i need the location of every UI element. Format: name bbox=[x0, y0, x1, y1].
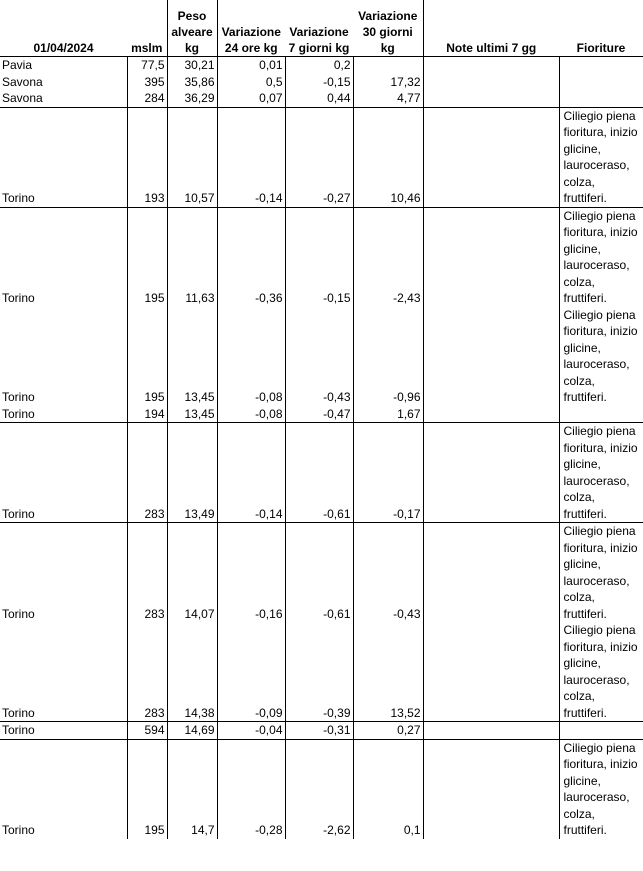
cell-peso: 14,38 bbox=[167, 622, 217, 722]
cell-fioriture: Ciliegio piena fioritura, inizio glicine, lauroceraso, colza, fruttiferi. bbox=[559, 107, 643, 207]
cell-peso: 14,07 bbox=[167, 523, 217, 623]
cell-peso: 14,69 bbox=[167, 722, 217, 740]
cell-note bbox=[423, 307, 559, 406]
cell-fioriture: Ciliegio piena fioritura, inizio glicine, lauroceraso, colza, fruttiferi. bbox=[559, 307, 643, 406]
cell-peso: 10,57 bbox=[167, 107, 217, 207]
cell-mslm: 283 bbox=[127, 622, 167, 722]
header-row bbox=[0, 0, 643, 56]
table-row bbox=[0, 73, 643, 90]
cell-note bbox=[423, 73, 559, 90]
table-row bbox=[0, 622, 643, 722]
table-row bbox=[0, 307, 643, 406]
cell-var7: -0,39 bbox=[285, 622, 353, 722]
cell-fioriture bbox=[559, 73, 643, 90]
cell-fioriture: Ciliegio piena fioritura, inizio glicine, lauroceraso, colza, fruttiferi. bbox=[559, 423, 643, 523]
cell-var30: 0,1 bbox=[353, 739, 423, 839]
cell-note bbox=[423, 107, 559, 207]
cell-location: Torino bbox=[2, 705, 35, 720]
cell-note bbox=[423, 423, 559, 523]
cell-note bbox=[423, 739, 559, 839]
cell-note bbox=[423, 722, 559, 740]
cell-fioriture bbox=[559, 90, 643, 107]
cell-var30: 0,27 bbox=[353, 722, 423, 740]
cell-mslm: 284 bbox=[127, 90, 167, 107]
cell-mslm: 77,5 bbox=[127, 56, 167, 73]
table-row bbox=[0, 107, 643, 207]
cell-var30: 10,46 bbox=[353, 107, 423, 207]
cell-note bbox=[423, 56, 559, 73]
header-date: 01/04/2024 bbox=[0, 0, 127, 56]
cell-location: Savona bbox=[2, 91, 43, 105]
cell-var30: 1,67 bbox=[353, 406, 423, 423]
cell-var24: -0,08 bbox=[217, 406, 285, 423]
cell-var7: -0,31 bbox=[285, 722, 353, 740]
table-row bbox=[0, 423, 643, 523]
cell-fioriture: Ciliegio piena fioritura, inizio glicine, lauroceraso, colza, fruttiferi. bbox=[559, 523, 643, 623]
cell-var7: -0,15 bbox=[285, 73, 353, 90]
table-row bbox=[0, 739, 643, 839]
cell-note bbox=[423, 90, 559, 107]
cell-var7: -0,61 bbox=[285, 523, 353, 623]
cell-note bbox=[423, 622, 559, 722]
table-row bbox=[0, 406, 643, 423]
cell-fioriture: Ciliegio piena fioritura, inizio glicine, lauroceraso, colza, fruttiferi. bbox=[559, 207, 643, 307]
cell-var24: -0,28 bbox=[217, 739, 285, 839]
cell-var7: 0,2 bbox=[285, 56, 353, 73]
header-var24: Variazione 24 ore kg bbox=[217, 0, 285, 56]
cell-var30: -0,17 bbox=[353, 423, 423, 523]
table-row bbox=[0, 523, 643, 623]
cell-peso: 13,45 bbox=[167, 307, 217, 406]
cell-mslm: 283 bbox=[127, 523, 167, 623]
cell-peso: 13,49 bbox=[167, 423, 217, 523]
cell-var30: 13,52 bbox=[353, 622, 423, 722]
header-fioriture: Fioriture bbox=[559, 0, 643, 56]
cell-var24: -0,08 bbox=[217, 307, 285, 406]
cell-peso: 14,7 bbox=[167, 739, 217, 839]
cell-mslm: 193 bbox=[127, 107, 167, 207]
cell-mslm: 195 bbox=[127, 307, 167, 406]
header-mslm: mslm bbox=[127, 0, 167, 56]
cell-note bbox=[423, 523, 559, 623]
cell-mslm: 195 bbox=[127, 739, 167, 839]
cell-var7: -0,43 bbox=[285, 307, 353, 406]
cell-var7: 0,44 bbox=[285, 90, 353, 107]
cell-location: Torino bbox=[0, 423, 127, 523]
cell-location: Torino bbox=[0, 107, 127, 207]
cell-var7: -2,62 bbox=[285, 739, 353, 839]
cell-mslm: 594 bbox=[127, 722, 167, 740]
cell-var24: -0,14 bbox=[217, 107, 285, 207]
cell-location: Torino bbox=[0, 207, 127, 307]
cell-peso: 36,29 bbox=[167, 90, 217, 107]
cell-location: Torino bbox=[0, 722, 127, 740]
cell-var24: -0,36 bbox=[217, 207, 285, 307]
cell-var7: -0,47 bbox=[285, 406, 353, 423]
cell-var30: -0,96 bbox=[353, 307, 423, 406]
cell-var24: 0,5 bbox=[217, 73, 285, 90]
cell-var30 bbox=[353, 56, 423, 73]
cell-location: Torino bbox=[2, 406, 35, 421]
cell-location: Torino bbox=[0, 523, 127, 623]
cell-note bbox=[423, 207, 559, 307]
cell-var7: -0,15 bbox=[285, 207, 353, 307]
cell-var24: 0,01 bbox=[217, 56, 285, 73]
cell-fioriture: Ciliegio piena fioritura, inizio glicine, lauroceraso, colza, fruttiferi. bbox=[559, 622, 643, 722]
cell-mslm: 195 bbox=[127, 207, 167, 307]
cell-var24: -0,04 bbox=[217, 722, 285, 740]
cell-var7: -0,61 bbox=[285, 423, 353, 523]
cell-location: Torino bbox=[2, 390, 35, 404]
cell-mslm: 283 bbox=[127, 423, 167, 523]
cell-location: Pavia bbox=[2, 57, 33, 72]
table-row bbox=[0, 90, 643, 107]
cell-var7: -0,27 bbox=[285, 107, 353, 207]
cell-var30: 4,77 bbox=[353, 90, 423, 107]
cell-fioriture bbox=[559, 406, 643, 423]
cell-mslm: 194 bbox=[127, 406, 167, 423]
table-row bbox=[0, 722, 643, 740]
cell-fioriture bbox=[559, 722, 643, 740]
cell-peso: 30,21 bbox=[167, 56, 217, 73]
cell-var24: -0,09 bbox=[217, 622, 285, 722]
table-row bbox=[0, 207, 643, 307]
header-var7: Variazione 7 giorni kg bbox=[285, 0, 353, 56]
cell-mslm: 395 bbox=[127, 73, 167, 90]
cell-var30: 17,32 bbox=[353, 73, 423, 90]
cell-peso: 11,63 bbox=[167, 207, 217, 307]
table-row bbox=[0, 56, 643, 73]
cell-var24: 0,07 bbox=[217, 90, 285, 107]
cell-var30: -2,43 bbox=[353, 207, 423, 307]
cell-location: Savona bbox=[2, 74, 43, 89]
header-peso: Peso alveare kg bbox=[167, 0, 217, 56]
cell-location: Torino bbox=[0, 739, 127, 839]
cell-peso: 13,45 bbox=[167, 406, 217, 423]
cell-var24: -0,16 bbox=[217, 523, 285, 623]
cell-fioriture bbox=[559, 56, 643, 73]
cell-peso: 35,86 bbox=[167, 73, 217, 90]
cell-note bbox=[423, 406, 559, 423]
header-var30: Variazione 30 giorni kg bbox=[353, 0, 423, 56]
cell-var30: -0,43 bbox=[353, 523, 423, 623]
cell-fioriture: Ciliegio piena fioritura, inizio glicine, lauroceraso, colza, fruttiferi. bbox=[559, 739, 643, 839]
cell-var24: -0,14 bbox=[217, 423, 285, 523]
header-note: Note ultimi 7 gg bbox=[423, 0, 559, 56]
